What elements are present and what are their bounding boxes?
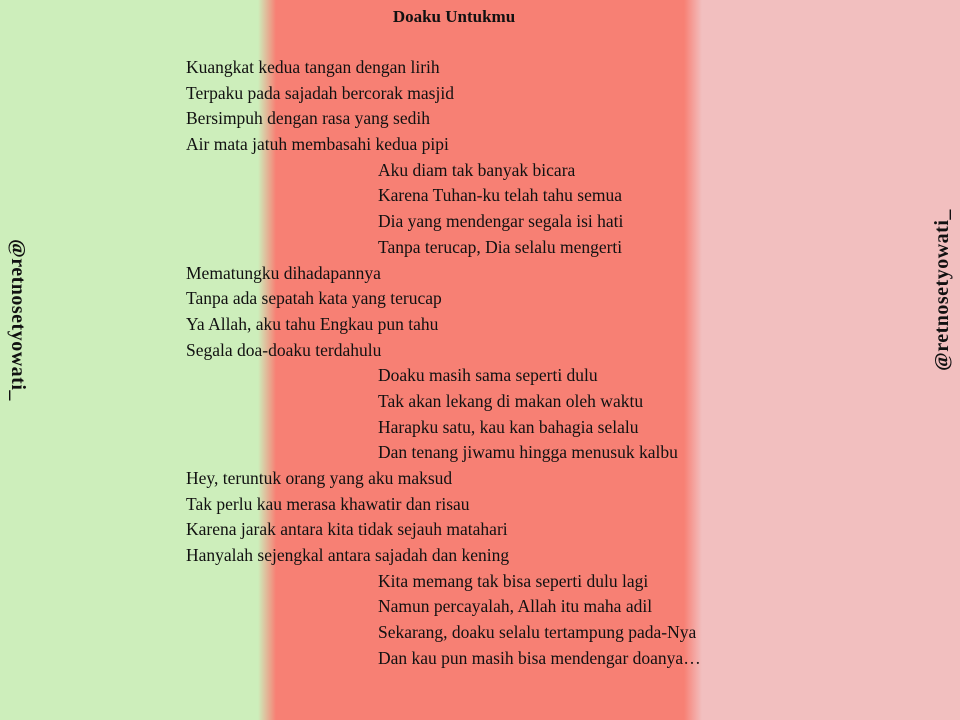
poem-line: Terpaku pada sajadah bercorak masjid [186, 82, 454, 103]
poem-line: Air mata jatuh membasahi kedua pipi [186, 134, 449, 155]
poem-line: Segala doa-doaku terdahulu [186, 339, 382, 360]
poem-line: Ya Allah, aku tahu Engkau pun tahu [186, 313, 439, 334]
poem-line: Namun percayalah, Allah itu maha adil [378, 596, 653, 617]
poem-line: Karena jarak antara kita tidak sejauh matahari [186, 519, 508, 540]
poem-line: Aku diam tak banyak bicara [378, 159, 576, 180]
poem-line: Tak akan lekang di makan oleh waktu [378, 390, 644, 411]
poem-line: Dan kau pun masih bisa mendengar doanya… [378, 647, 701, 668]
poem-line: Harapku satu, kau kan bahagia selalu [378, 416, 639, 437]
poem-line: Dan tenang jiwamu hingga menusuk kalbu [378, 442, 678, 463]
poem-line: Hanyalah sejengkal antara sajadah dan kening [186, 545, 510, 566]
poem-line: Tanpa terucap, Dia selalu mengerti [378, 236, 623, 257]
watermark-right: @retnosetyowati_ [931, 209, 953, 371]
watermark-left: @retnosetyowati_ [7, 239, 29, 401]
poem-line: Sekarang, doaku selalu tertampung pada-Nya [378, 622, 697, 643]
poem-line: Hey, teruntuk orang yang aku maksud [186, 468, 453, 488]
poem-body [186, 55, 701, 672]
poem-title: Doaku Untukmu [392, 7, 516, 26]
poem-line: Tanpa ada sepatah kata yang terucap [186, 288, 442, 309]
poem-line: Kuangkat kedua tangan dengan lirih [186, 57, 440, 77]
poem-line: Tak perlu kau merasa khawatir dan risau [186, 493, 470, 514]
poem-line: Mematungku dihadapannya [186, 262, 381, 283]
poem-line: Dia yang mendengar segala isi hati [378, 211, 624, 232]
poem-line: Kita memang tak bisa seperti dulu lagi [378, 570, 649, 591]
poem-line: Karena Tuhan-ku telah tahu semua [378, 185, 622, 206]
poem-line: Doaku masih sama seperti dulu [378, 365, 598, 386]
poem-line: Bersimpuh dengan rasa yang sedih [186, 108, 430, 129]
